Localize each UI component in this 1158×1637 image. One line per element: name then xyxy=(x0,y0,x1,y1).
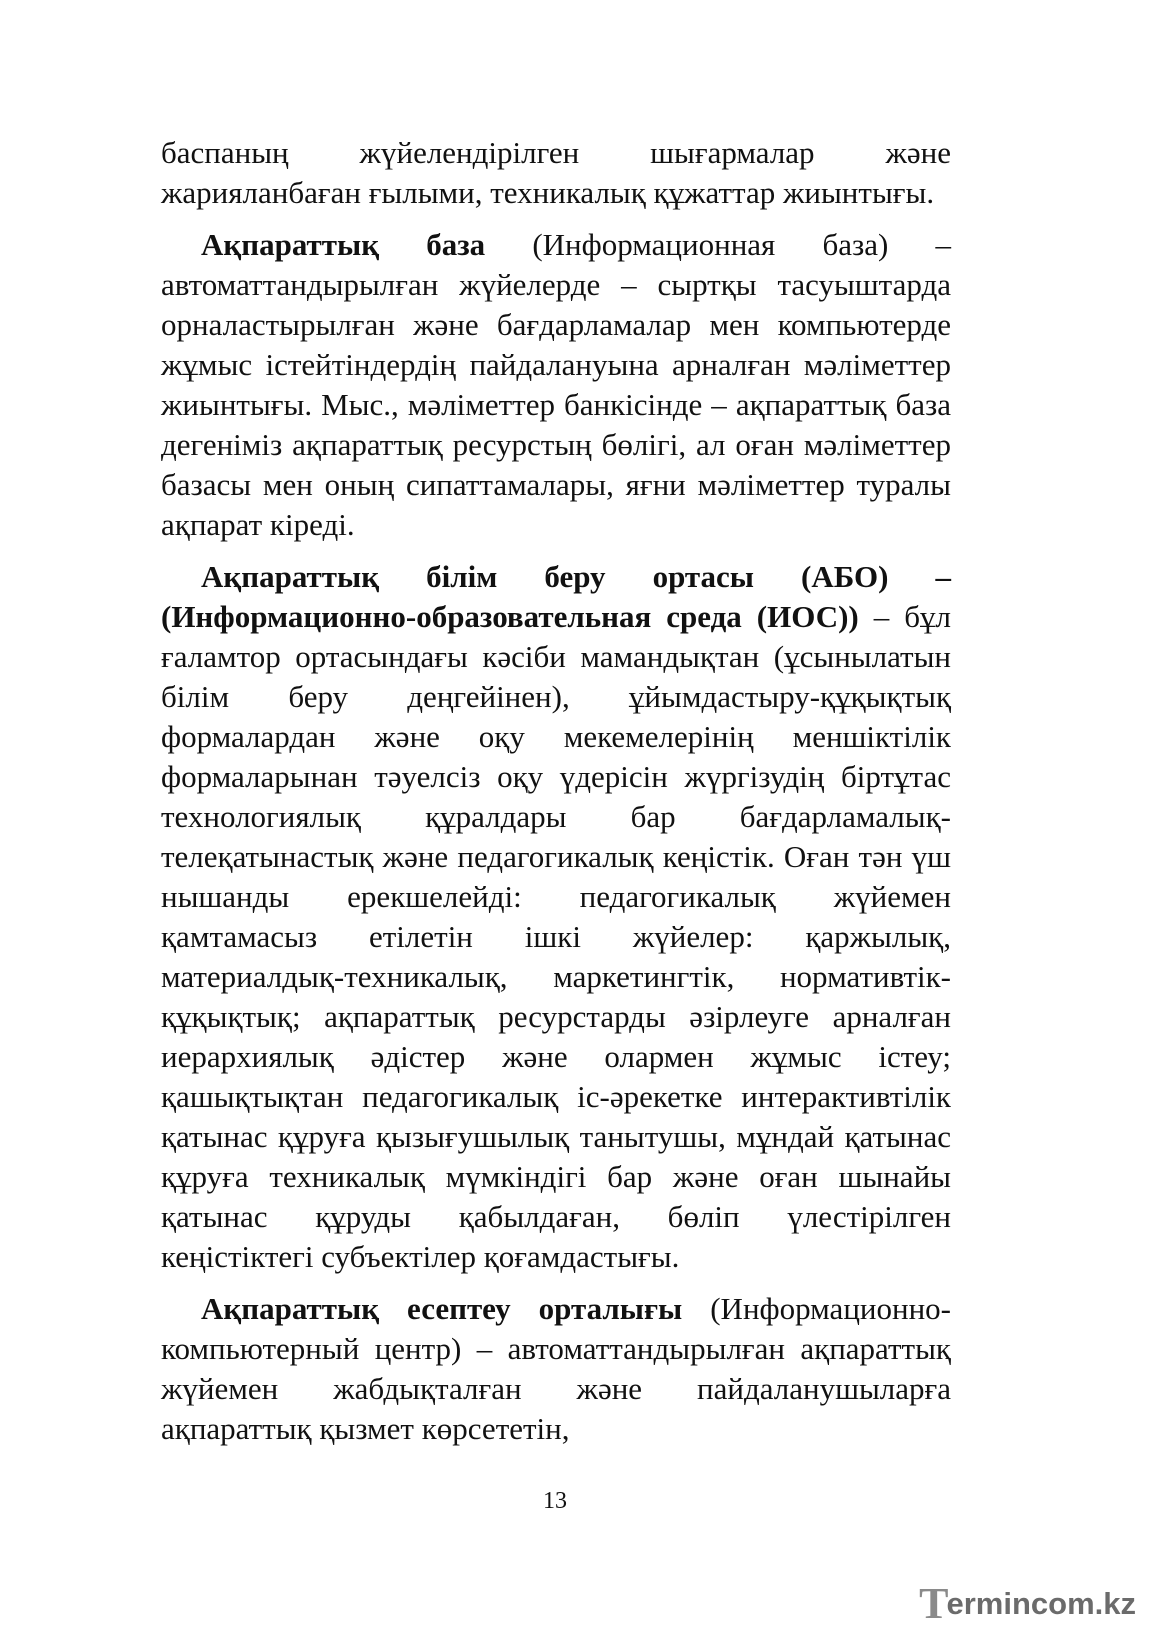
term-heading: Ақпараттық есептеу орталығы xyxy=(201,1291,683,1326)
page-number: 13 xyxy=(543,1488,567,1514)
paragraph-text: (Информационно-компьютерный центр) – автоматтандырылған ақпараттық жүйемен жабдықталған және пайдаланушыларға ақпараттық қызмет көрсететін, xyxy=(161,1291,951,1446)
paragraph-eseptey-ortalygy xyxy=(161,1289,951,1449)
paragraph-text: баспаның жүйелендірілген шығармалар және жарияланбаған ғылыми, техникалық құжаттар жиынтығы. xyxy=(161,135,951,210)
watermark-letter: T xyxy=(919,1579,949,1628)
paragraph-text: – бұл ғаламтор ортасындағы кәсіби мамандықтан (ұсынылатын білім беру деңгейінен), ұйымдастыру-құқықтық формалардан және оқу мекемелерінің меншіктілік формаларынан тәуелсіз оқу үдерісін жүргізудің біртұтас технологиялық құралдары бар бағдарламалық-телеқатынастық және педагогикалық кеңістік. Оған тән үш нышанды ерекшелейді: педагогикалық жүйемен қамтамасыз етілетін ішкі жүйелер: қаржылық, материалдық-техникалық, маркетингтік, нормативтік-құқықтық; ақпараттық ресурстарды әзірлеуге арналған иерархиялық әдістер және олармен жұмыс істеу; қашықтықтан педагогикалық іс-әрекетке интерактивтілік қатынас құруға қызығушылық танытушы, мұндай қатынас құруға техникалық мүмкіндігі бар және оған шынайы қатынас құруды қабылдаған, бөліп үлестірілген кеңістіктегі субъектілер қоғамдастығы. xyxy=(161,599,951,1274)
paragraph-akparattyk-baza xyxy=(161,225,951,545)
page-body xyxy=(161,133,951,1461)
paragraph-abo xyxy=(161,557,951,1277)
paragraph-continuation xyxy=(161,133,951,213)
term-heading: Ақпараттық білім беру ортасы (АБО) – (Информационно-образовательная среда (ИОС)) xyxy=(161,559,951,634)
watermark-logo xyxy=(919,1578,1136,1629)
term-heading: Ақпараттық база xyxy=(201,227,486,262)
paragraph-text: (Информационная база) – автоматтандырылған жүйелерде – сыртқы тасуыштарда орналастырылған және бағдарламалар мен компьютерде жұмыс істейтіндердің пайдалануына арналған мәліметтер жиынтығы. Мыс., мәліметтер банкісінде – ақпараттық база дегеніміз ақпараттық ресурстың бөлігі, ал оған мәліметтер базасы мен оның сипаттамалары, яғни мәліметтер туралы ақпарат кіреді. xyxy=(161,227,951,542)
watermark-text: ermincom.kz xyxy=(946,1585,1136,1621)
